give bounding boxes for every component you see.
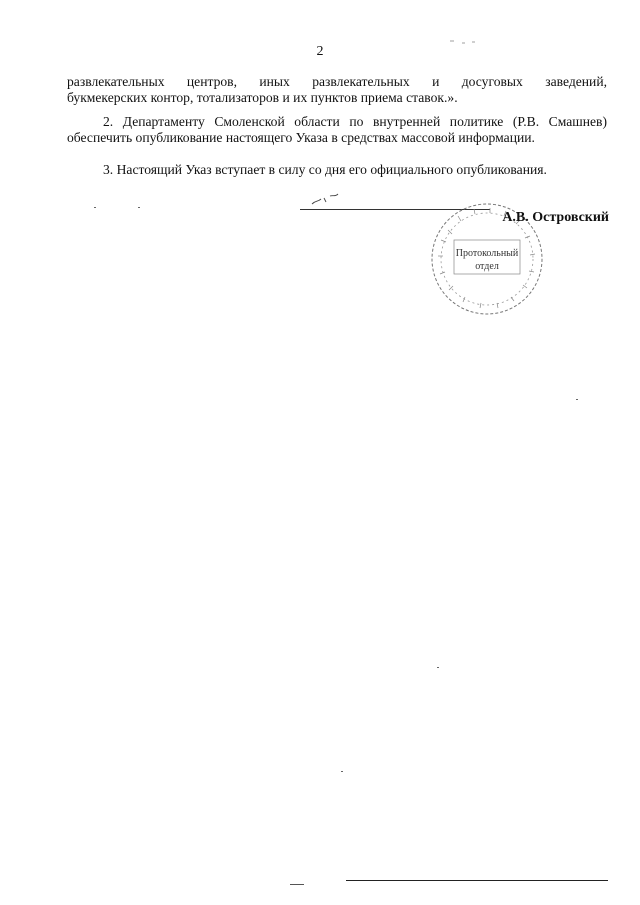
page-number: 2 — [316, 44, 324, 59]
scan-marks — [448, 38, 478, 46]
paragraph-1-line-2: букмекерских контор, тотализаторов и их пунктов приема ставок.». — [67, 90, 458, 105]
scan-dot — [94, 207, 96, 208]
scan-mark-line — [290, 884, 304, 885]
paragraph-1 — [67, 74, 607, 106]
scan-dot — [437, 667, 439, 668]
scan-dot — [576, 399, 578, 400]
scan-dot — [341, 771, 343, 772]
scan-edge-line — [346, 880, 608, 881]
paragraph-3: 3. Настоящий Указ вступает в силу со дня его официального опубликования. — [103, 162, 547, 177]
paragraph-1-line-1: развлекательных центров, иных развлекательных и досуговых заведений, — [67, 74, 607, 89]
signatory-name: А.В. Островский — [502, 210, 609, 225]
seal-text-line-2: отдел — [475, 261, 499, 272]
signature-scribble-icon — [308, 190, 348, 208]
scan-dot — [138, 207, 140, 208]
paragraph-2: 2. Департаменту Смоленской области по внутренней политике (Р.В. Смашнев) обеспечить опубликование настоящего Указа в средствах массовой информации. — [67, 114, 607, 145]
seal-text-line-1: Протокольный — [455, 248, 519, 259]
